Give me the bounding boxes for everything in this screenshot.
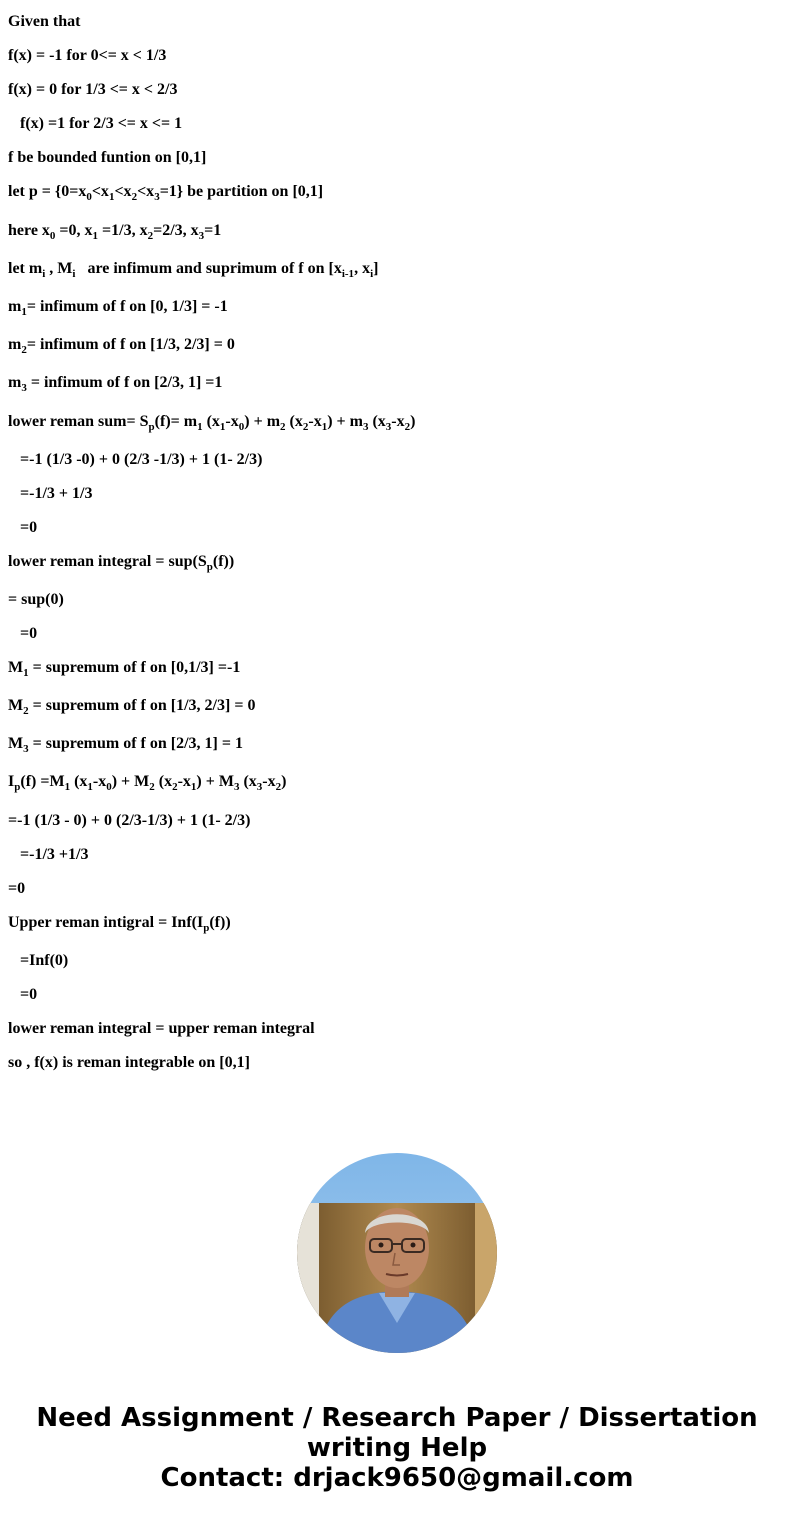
line-text: =-1 (1/3 -0) + 0 (2/3 -1/3) + 1 (1- 2/3) [20,451,263,468]
solution-line [8,879,25,899]
line-text: (f)) [212,553,235,570]
solution-line [8,913,231,933]
subscript: 1 [190,781,197,793]
subscript: 2 [21,344,27,356]
subscript: 1 [92,230,99,242]
line-text: =0 [20,625,38,642]
line-text: f(x) = 0 for 1/3 <= x < 2/3 [8,81,178,98]
line-text: =Inf(0) [20,952,69,969]
line-text: -x [92,773,107,790]
line-text: =0 [8,880,26,897]
line-text: (x [70,773,88,790]
line-text: (f)) [209,914,231,931]
line-text: =2/3, x [153,222,199,239]
subscript: p [206,561,213,573]
line-text: -x [262,773,276,790]
subscript: 1 [108,191,115,203]
line-text: = infimum of f on [2/3, 1] =1 [26,374,223,391]
line-text: I [8,773,15,790]
line-text: =-1/3 + 1/3 [20,485,93,502]
subscript: 1 [64,781,71,793]
subscript: 0 [86,191,92,203]
solution-line [20,484,92,504]
solution-line [8,412,415,432]
line-text: =0 [20,986,38,1003]
line-text: m [8,336,22,353]
subscript: 3 [198,230,205,242]
line-text: -x [177,773,191,790]
subscript: i [370,268,374,280]
subscript: 3 [256,781,263,793]
subscript: p [148,421,155,433]
line-text: M [8,659,24,676]
promo-line-1: Need Assignment / Research Paper / Dissertation [36,1403,758,1433]
line-text: M [8,697,24,714]
solution-line [8,590,64,610]
line-text: so , f(x) is reman integrable on [0,1] [8,1054,250,1071]
line-text: here x [8,222,50,239]
subscript: 1 [219,421,226,433]
solution-line [8,335,235,355]
subscript: p [203,922,210,934]
subscript: 2 [172,781,178,793]
solution-line [20,845,88,865]
subscript: i-1 [341,268,355,280]
subscript: 2 [275,781,282,793]
line-text: , M [45,260,73,277]
solution-line [20,518,37,538]
subscript: 2 [131,191,138,203]
solution-line [8,696,255,716]
solution-line [8,46,166,66]
line-text: <x [137,183,155,200]
subscript: 1 [87,781,93,793]
solution-line [20,450,262,470]
line-text: -x [225,413,239,430]
solution-line [8,734,243,754]
subscript: 2 [23,705,29,717]
line-text: m [8,298,22,315]
line-text: =1} be partition on [0,1] [159,183,324,200]
promo-banner [0,1403,794,1493]
author-portrait-image [297,1153,497,1353]
line-text: (f)= m [154,413,198,430]
line-text: f(x) =1 for 2/3 <= x <= 1 [20,115,183,132]
line-text: are infimum and suprimum of f on [x [75,260,342,277]
subscript: 0 [49,230,56,242]
subscript: 2 [147,230,154,242]
line-text: = sup(0) [8,591,64,608]
subscript: 3 [233,781,240,793]
line-text: =0 [20,519,38,536]
subscript: 2 [149,781,155,793]
line-text: ) [410,413,416,430]
line-text: let p = {0=x [8,183,87,200]
solution-line [8,221,221,241]
subscript: 2 [280,421,286,433]
solution-line [8,811,250,831]
line-text: =1 [204,222,222,239]
line-text: =-1 (1/3 - 0) + 0 (2/3-1/3) + 1 (1- 2/3) [8,812,251,829]
subscript: 0 [238,421,245,433]
line-text: -x [391,413,405,430]
solution-line [8,373,222,393]
line-text: (x [368,413,386,430]
solution-line [8,297,228,317]
subscript: 3 [23,743,29,755]
solution-line [8,1019,315,1039]
promo-line-2: writing Help [306,1433,488,1463]
solution-line [8,552,234,572]
subscript: 3 [385,421,392,433]
subscript: 3 [362,421,369,433]
line-text: =0, x [55,222,93,239]
line-text: ) + M [111,773,150,790]
solution-line [8,182,323,202]
solution-line [20,951,68,971]
line-text: ] [373,260,379,277]
solution-line [20,624,37,644]
line-text: <x [91,183,109,200]
line-text: ) [281,773,287,790]
line-text: (f) =M [20,773,65,790]
author-avatar [297,1153,497,1353]
line-text: lower reman sum= S [8,413,149,430]
solution-line [8,148,206,168]
solution-line [8,658,240,678]
subscript: i [42,268,46,280]
line-text: f be bounded funtion on [0,1] [8,149,207,166]
line-text: =-1/3 +1/3 [20,846,89,863]
line-text: (x [154,773,173,790]
subscript: 1 [197,421,203,433]
line-text: (x [202,413,220,430]
subscript: 3 [21,382,27,394]
line-text: Upper reman intigral = Inf(I [8,914,204,931]
solution-line [8,1053,250,1073]
subscript: 1 [321,421,328,433]
line-text: ) + m [244,413,281,430]
subscript: 1 [23,667,29,679]
line-text: = supremum of f on [1/3, 2/3] = 0 [28,697,256,714]
line-text: = supremum of f on [2/3, 1] = 1 [28,735,243,752]
line-text: = supremum of f on [0,1/3] =-1 [28,659,241,676]
solution-line [8,12,80,32]
solution-line [8,772,286,792]
solution-line [20,114,182,134]
subscript: p [14,781,21,793]
line-text: ) + M [196,773,234,790]
line-text: = infimum of f on [0, 1/3] = -1 [26,298,228,315]
line-text: -x [308,413,322,430]
solution-line [8,259,378,279]
subscript: 3 [154,191,160,203]
line-text: Given that [8,13,81,30]
line-text: <x [114,183,132,200]
promo-contact: Contact: drjack9650@gmail.com [160,1463,634,1493]
subscript: 1 [21,306,27,318]
solution-line [8,80,177,100]
subscript: 2 [302,421,309,433]
line-text: ) + m [327,413,363,430]
line-text: =1/3, x [98,222,148,239]
line-text: lower reman integral = sup(S [8,553,207,570]
line-text: (x [285,413,303,430]
line-text: , x [354,260,371,277]
subscript: i [72,268,76,280]
solution-line [20,985,37,1005]
subscript: 0 [106,781,112,793]
line-text: m [8,374,22,391]
line-text: f(x) = -1 for 0<= x < 1/3 [8,47,167,64]
line-text: = infimum of f on [1/3, 2/3] = 0 [26,336,235,353]
subscript: 2 [404,421,411,433]
line-text: (x [239,773,257,790]
line-text: lower reman integral = upper reman integral [8,1020,315,1037]
line-text: let m [8,260,43,277]
line-text: M [8,735,24,752]
